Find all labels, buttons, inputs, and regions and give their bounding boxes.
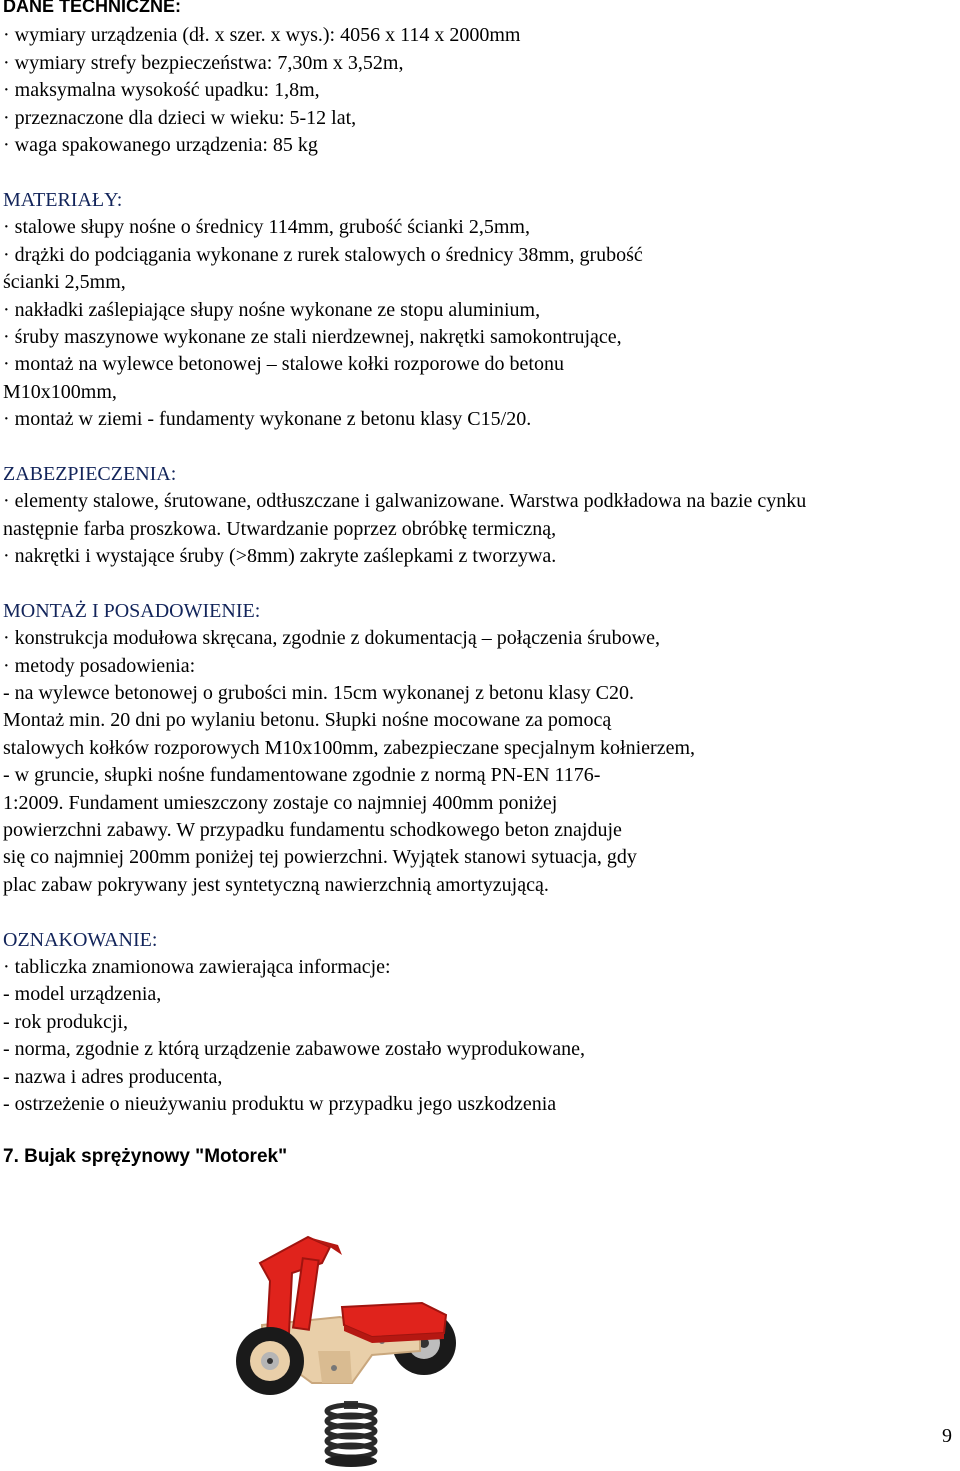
spring-coil [325, 1401, 377, 1467]
materialy-line: · śruby maszynowe wykonane ze stali nierdzewnej, nakrętki samokontrujące, [3, 326, 622, 348]
montaz-line: - w gruncie, słupki nośne fundamentowane zgodnie z normą PN-EN 1176- [3, 764, 601, 786]
montaz-line: · konstrukcja modułowa skręcana, zgodnie z dokumentacją – połączenia śrubowe, [3, 627, 660, 649]
dane-line: · waga spakowanego urządzenia: 85 kg [3, 134, 318, 156]
oznakowanie-line: - ostrzeżenie o nieużywaniu produktu w przypadku jego uszkodzenia [3, 1093, 557, 1115]
spring-rider-motorbike-image [222, 1233, 472, 1471]
heading-montaz: MONTAŻ I POSADOWIENIE: [3, 600, 261, 622]
heading-oznakowanie: OZNAKOWANIE: [3, 929, 158, 951]
zabezpieczenia-line: · nakrętki i wystające śruby (>8mm) zakryte zaślepkami z tworzywa. [3, 545, 557, 567]
zabezpieczenia-line: następnie farba proszkowa. Utwardzanie poprzez obróbkę termiczną, [3, 518, 557, 540]
montaz-line: plac zabaw pokrywany jest syntetyczną nawierzchnią amortyzującą. [3, 874, 549, 896]
dane-line: · wymiary urządzenia (dł. x szer. x wys.): 4056 x 114 x 2000mm [3, 24, 521, 46]
materialy-line: · montaż w ziemi - fundamenty wykonane z betonu klasy C15/20. [3, 408, 532, 430]
materialy-line: M10x100mm, [3, 381, 117, 403]
oznakowanie-line: · tabliczka znamionowa zawierająca informacje: [3, 956, 391, 978]
heading-materialy: MATERIAŁY: [3, 189, 123, 211]
heading-dane-techniczne: DANE TECHNICZNE: [3, 0, 181, 16]
oznakowanie-line: - rok produkcji, [3, 1011, 128, 1033]
heading-zabezpieczenia: ZABEZPIECZENIA: [3, 463, 177, 485]
dane-line: · wymiary strefy bezpieczeństwa: 7,30m x 3,52m, [3, 52, 404, 74]
materialy-line: ścianki 2,5mm, [3, 271, 126, 293]
montaz-line: Montaż min. 20 dni po wylaniu betonu. Słupki nośne mocowane za pomocą [3, 709, 612, 731]
montaz-line: · metody posadowienia: [3, 655, 196, 677]
oznakowanie-line: - model urządzenia, [3, 983, 162, 1005]
materialy-line: · montaż na wylewce betonowej – stalowe kołki rozporowe do betonu [3, 353, 564, 375]
montaz-line: powierzchni zabawy. W przypadku fundamentu schodkowego beton znajduje [3, 819, 622, 841]
materialy-line: · drążki do podciągania wykonane z rurek stalowych o średnicy 38mm, grubość [3, 244, 643, 266]
page-number: 9 [942, 1425, 952, 1447]
dane-line: · przeznaczone dla dzieci w wieku: 5-12 lat, [3, 107, 357, 129]
dane-line: · maksymalna wysokość upadku: 1,8m, [3, 79, 320, 101]
oznakowanie-line: - nazwa i adres producenta, [3, 1066, 223, 1088]
materialy-line: · nakładki zaślepiające słupy nośne wykonane ze stopu aluminium, [3, 299, 541, 321]
montaz-line: stalowych kołków rozporowych M10x100mm, zabezpieczane specjalnym kołnierzem, [3, 737, 696, 759]
montaz-line: 1:2009. Fundament umieszczony zostaje co najmniej 400mm poniżej [3, 792, 558, 814]
materialy-line: · stalowe słupy nośne o średnicy 114mm, grubość ścianki 2,5mm, [3, 216, 530, 238]
oznakowanie-line: - norma, zgodnie z którą urządzenie zabawowe zostało wyprodukowane, [3, 1038, 585, 1060]
montaz-line: się co najmniej 200mm poniżej tej powierzchni. Wyjątek stanowi sytuacja, gdy [3, 846, 637, 868]
section-title: 7. Bujak sprężynowy "Motorek" [3, 1146, 288, 1167]
montaz-line: - na wylewce betonowej o grubości min. 15cm wykonanej z betonu klasy C20. [3, 682, 634, 704]
zabezpieczenia-line: · elementy stalowe, śrutowane, odtłuszczane i galwanizowane. Warstwa podkładowa na bazie cynku [3, 490, 807, 512]
front-wheel [236, 1327, 304, 1395]
